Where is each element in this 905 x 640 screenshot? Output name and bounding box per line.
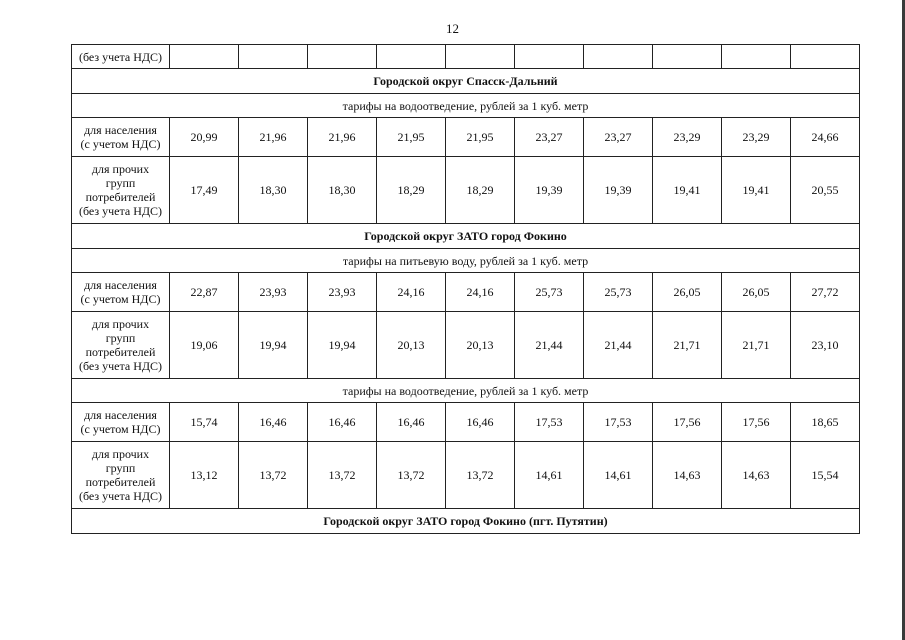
section-title-putyatin: Городской округ ЗАТО город Фокино (пгт. Путятин) xyxy=(72,509,860,534)
table-cell: 19,06 xyxy=(170,312,239,379)
table-cell: 26,05 xyxy=(653,273,722,312)
row-label: для прочих групп потребителей (без учета НДС) xyxy=(72,312,170,379)
table-cell: 18,29 xyxy=(446,157,515,224)
table-cell: 23,10 xyxy=(791,312,860,379)
row-label: (без учета НДС) xyxy=(72,45,170,69)
table-cell: 24,16 xyxy=(377,273,446,312)
table-cell: 13,72 xyxy=(377,442,446,509)
table-cell: 23,29 xyxy=(653,118,722,157)
table-row xyxy=(72,403,860,442)
table-cell: 17,53 xyxy=(584,403,653,442)
table-cell: 23,93 xyxy=(308,273,377,312)
table-cell: 23,27 xyxy=(584,118,653,157)
table-cell: 18,65 xyxy=(791,403,860,442)
row-label: для населения (с учетом НДС) xyxy=(72,403,170,442)
row-label: для прочих групп потребителей (без учета НДС) xyxy=(72,157,170,224)
table-cell: 20,55 xyxy=(791,157,860,224)
table-cell: 21,71 xyxy=(653,312,722,379)
table-cell: 18,30 xyxy=(239,157,308,224)
subsection-row xyxy=(72,94,860,118)
table-cell: 17,56 xyxy=(653,403,722,442)
table-cell: 15,54 xyxy=(791,442,860,509)
table-cell: 13,12 xyxy=(170,442,239,509)
table-cell: 14,63 xyxy=(653,442,722,509)
table-cell: 16,46 xyxy=(377,403,446,442)
table-cell: 16,46 xyxy=(239,403,308,442)
section-row xyxy=(72,69,860,94)
table-cell xyxy=(377,45,446,69)
row-label: для прочих групп потребителей (без учета НДС) xyxy=(72,442,170,509)
table-cell: 13,72 xyxy=(308,442,377,509)
table-cell: 21,44 xyxy=(515,312,584,379)
table-cell: 15,74 xyxy=(170,403,239,442)
table-cell: 16,46 xyxy=(308,403,377,442)
table-cell: 22,87 xyxy=(170,273,239,312)
table-cell xyxy=(170,45,239,69)
table-cell: 19,41 xyxy=(722,157,791,224)
table-cell: 25,73 xyxy=(515,273,584,312)
table-row xyxy=(72,273,860,312)
page-number: 12 xyxy=(446,21,459,36)
table-cell xyxy=(653,45,722,69)
subsection-title-drinking: тарифы на питьевую воду, рублей за 1 куб. метр xyxy=(72,249,860,273)
table-cell: 17,49 xyxy=(170,157,239,224)
section-title-spassk: Городской округ Спасск-Дальний xyxy=(72,69,860,94)
table-cell: 21,96 xyxy=(308,118,377,157)
row-label: для населения (с учетом НДС) xyxy=(72,273,170,312)
subsection-row xyxy=(72,379,860,403)
table-row xyxy=(72,442,860,509)
table-cell: 24,66 xyxy=(791,118,860,157)
table-cell: 25,73 xyxy=(584,273,653,312)
table-cell: 23,29 xyxy=(722,118,791,157)
table-row xyxy=(72,118,860,157)
table-cell: 19,41 xyxy=(653,157,722,224)
table-cell: 14,61 xyxy=(515,442,584,509)
table-cell xyxy=(239,45,308,69)
table-cell: 20,13 xyxy=(377,312,446,379)
table-cell: 17,53 xyxy=(515,403,584,442)
table-cell xyxy=(722,45,791,69)
table-cell xyxy=(515,45,584,69)
table-cell: 19,39 xyxy=(584,157,653,224)
row-label: для населения (с учетом НДС) xyxy=(72,118,170,157)
table-cell: 18,29 xyxy=(377,157,446,224)
table-cell: 24,16 xyxy=(446,273,515,312)
table-cell: 21,71 xyxy=(722,312,791,379)
table-cell: 20,13 xyxy=(446,312,515,379)
table-cell: 19,94 xyxy=(239,312,308,379)
table-cell: 14,63 xyxy=(722,442,791,509)
table-cell: 21,96 xyxy=(239,118,308,157)
table-cell xyxy=(584,45,653,69)
subsection-title-drainage: тарифы на водоотведение, рублей за 1 куб. метр xyxy=(72,379,860,403)
table-cell: 21,95 xyxy=(377,118,446,157)
table-cell xyxy=(791,45,860,69)
subsection-title-drainage: тарифы на водоотведение, рублей за 1 куб. метр xyxy=(72,94,860,118)
table-cell: 23,27 xyxy=(515,118,584,157)
table-row-continued xyxy=(72,45,860,69)
table-cell: 16,46 xyxy=(446,403,515,442)
table-cell xyxy=(446,45,515,69)
table-cell: 13,72 xyxy=(446,442,515,509)
table-cell: 14,61 xyxy=(584,442,653,509)
section-row xyxy=(72,509,860,534)
section-title-fokino: Городской округ ЗАТО город Фокино xyxy=(72,224,860,249)
table-cell: 18,30 xyxy=(308,157,377,224)
tariff-table xyxy=(71,44,860,534)
table-cell: 26,05 xyxy=(722,273,791,312)
table-cell: 23,93 xyxy=(239,273,308,312)
table-cell: 19,39 xyxy=(515,157,584,224)
table-cell: 27,72 xyxy=(791,273,860,312)
table-cell xyxy=(308,45,377,69)
table-cell: 20,99 xyxy=(170,118,239,157)
section-row xyxy=(72,224,860,249)
table-cell: 19,94 xyxy=(308,312,377,379)
subsection-row xyxy=(72,249,860,273)
table-cell: 13,72 xyxy=(239,442,308,509)
table-cell: 21,95 xyxy=(446,118,515,157)
table-row xyxy=(72,157,860,224)
table-cell: 21,44 xyxy=(584,312,653,379)
table-cell: 17,56 xyxy=(722,403,791,442)
table-row xyxy=(72,312,860,379)
